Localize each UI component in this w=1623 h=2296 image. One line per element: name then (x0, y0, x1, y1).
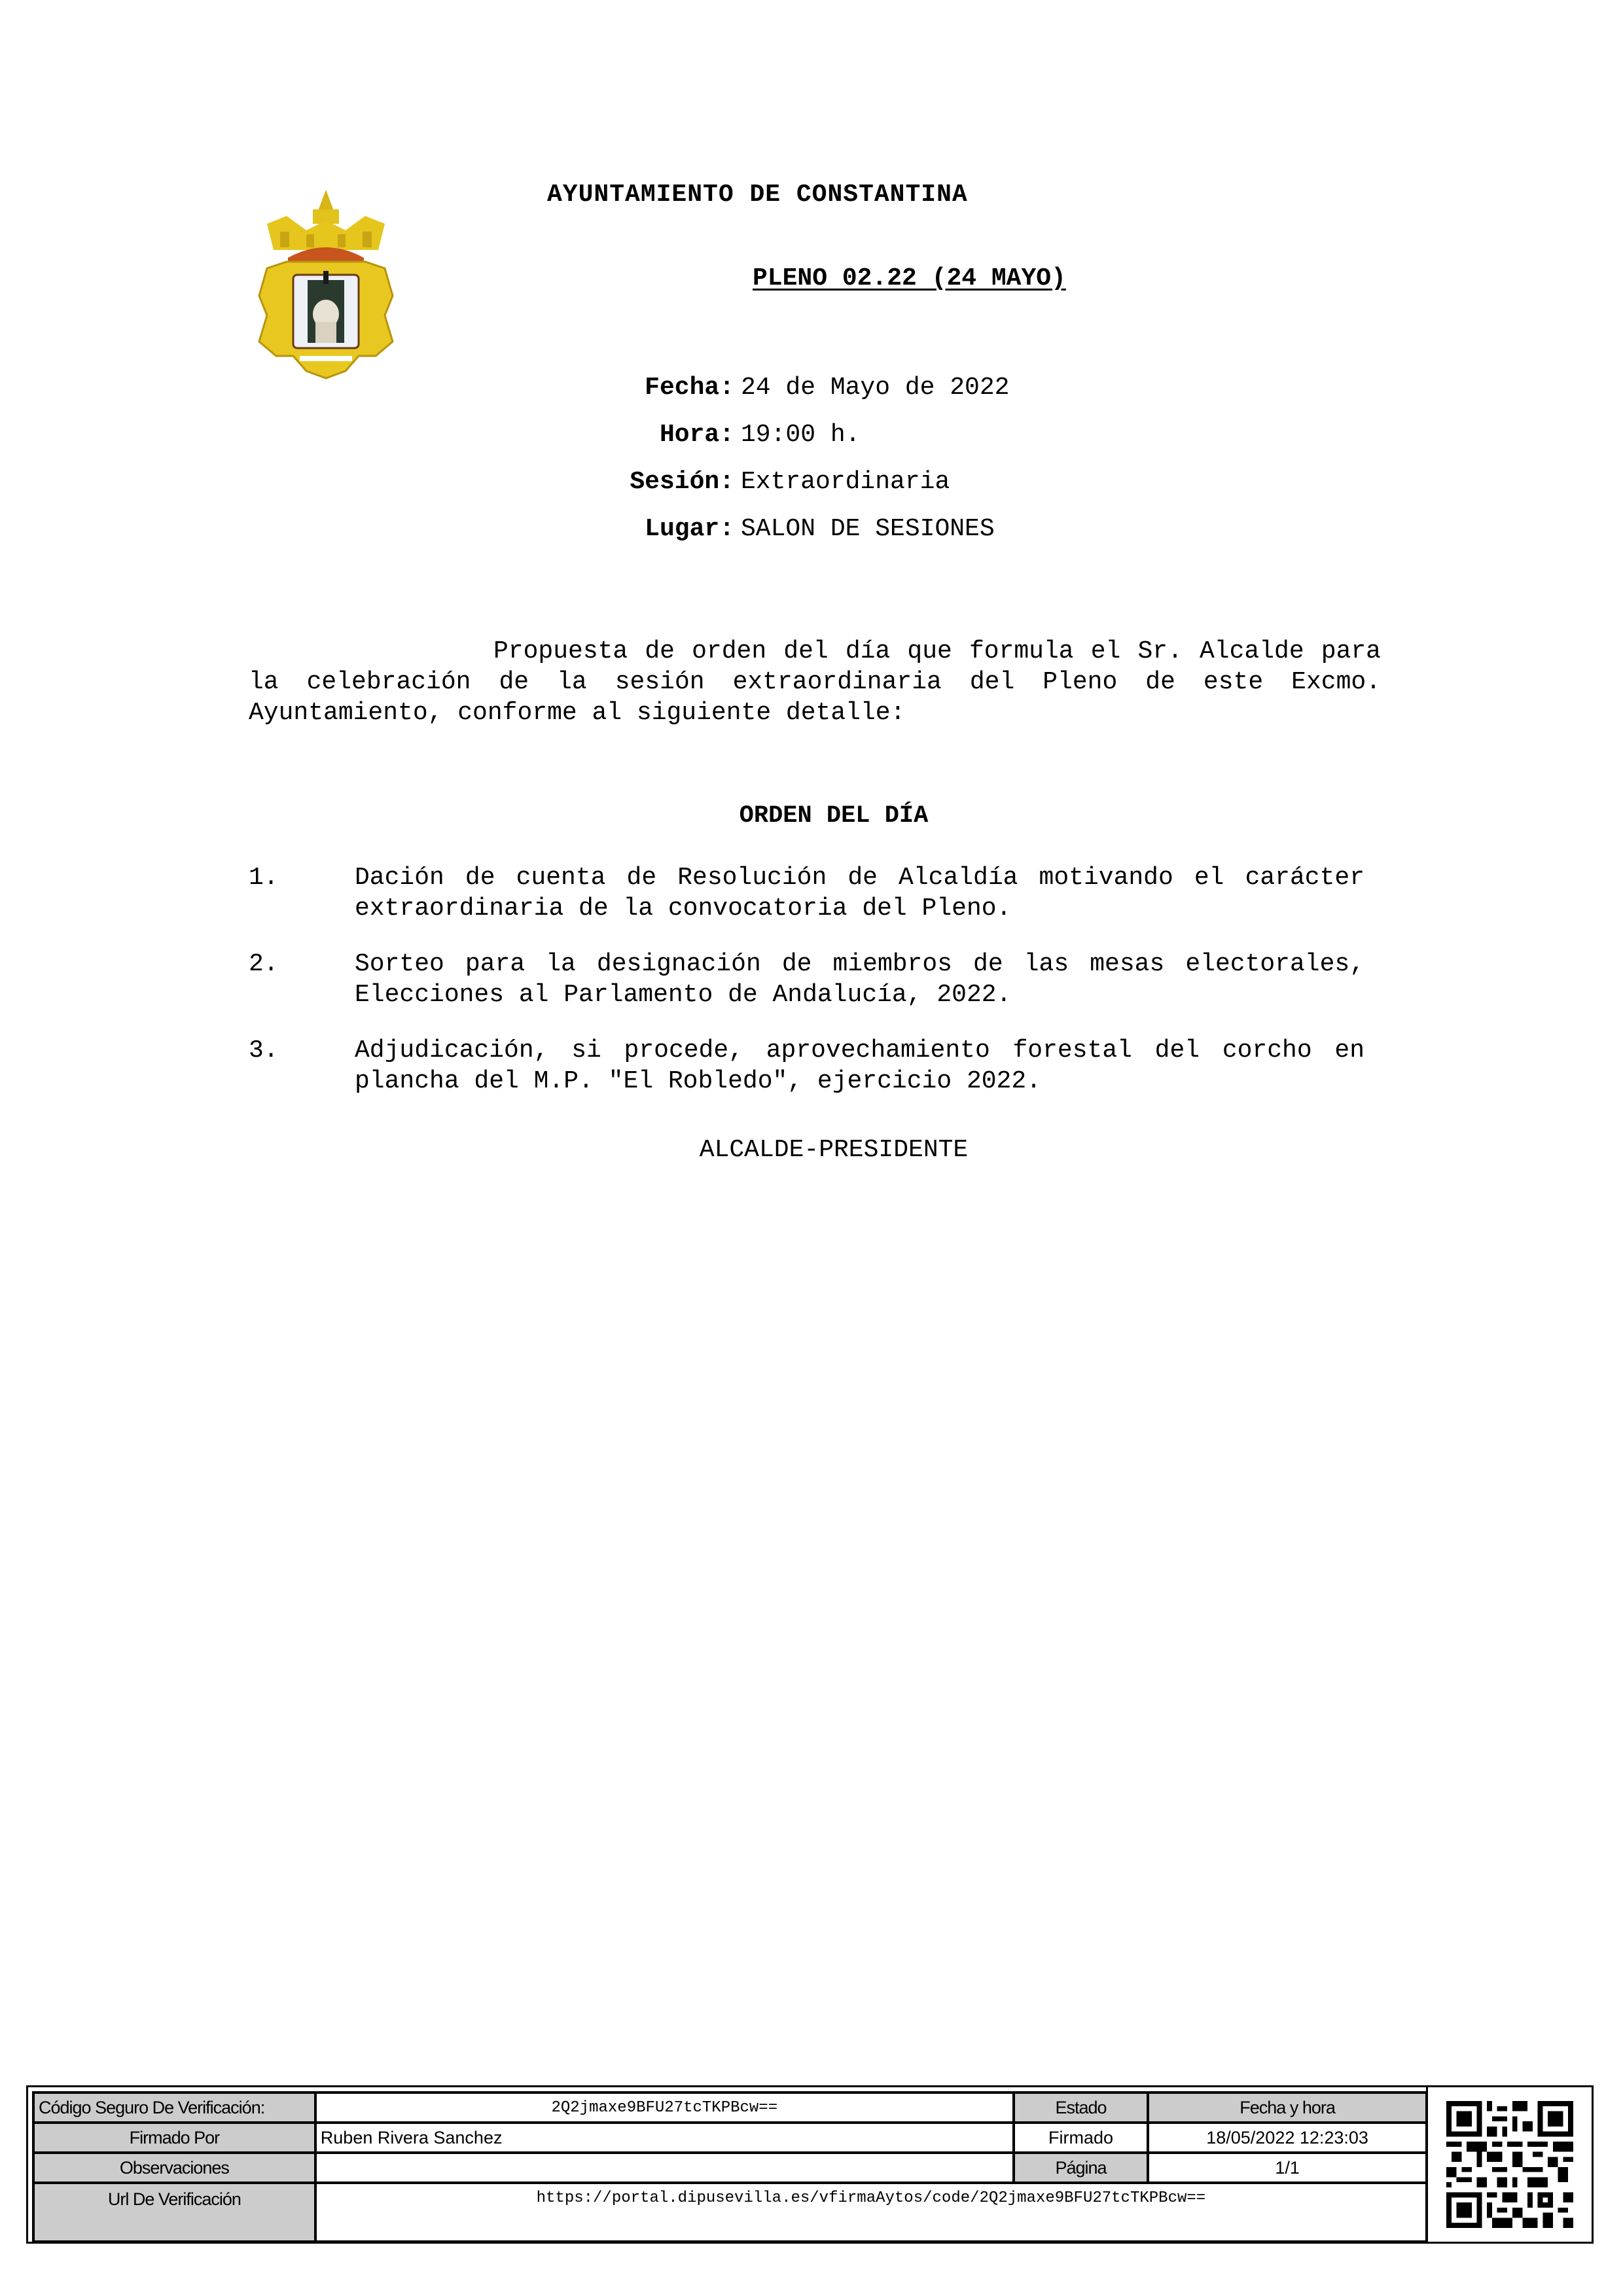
verification-table (32, 2091, 1428, 2243)
meta-label: Fecha: (645, 373, 734, 402)
verification-box (26, 2085, 1594, 2244)
meta-value: SALON DE SESIONES (741, 514, 995, 543)
table-row (33, 2093, 1427, 2123)
table-row (33, 2153, 1427, 2183)
meta-label: Lugar: (645, 514, 734, 543)
meta-row-sesion (576, 458, 1009, 505)
meta-row-lugar (576, 505, 1009, 552)
signature-line: ALCALDE-PRESIDENTE (699, 1136, 969, 1164)
session-details (576, 364, 1009, 552)
item-text: Sorteo para la designación de miembros de las mesas electorales, Elecciones al Parlamento de Andalucía, 2022. (355, 950, 1364, 1009)
item-text: Adjudicación, si procede, aprovechamiento forestal del corcho en plancha del M.P. "El Robledo", ejercicio 2022. (355, 1036, 1364, 1095)
organization-title: AYUNTAMIENTO DE CONSTANTINA (547, 181, 968, 209)
list-item (249, 949, 1364, 1010)
item-text: Dación de cuenta de Resolución de Alcaldía motivando el carácter extraordinaria de la convocatoria del Pleno. (355, 864, 1364, 923)
url-label: Url De Verificación (33, 2183, 315, 2242)
meta-row-fecha (576, 364, 1009, 411)
list-item (249, 862, 1364, 924)
pagina-label: Página (1014, 2153, 1148, 2183)
meta-value: Extraordinaria (741, 467, 950, 496)
meta-value: 24 de Mayo de 2022 (741, 373, 1010, 402)
csv-label: Código Seguro De Verificación: (33, 2093, 315, 2123)
intro-text: Propuesta de orden del día que formula el Sr. Alcalde para la celebración de la sesión extraordinaria del Pleno de este Excmo. Ayuntamiento, conforme al siguiente detalle: (249, 637, 1381, 727)
table-row (33, 2183, 1427, 2242)
qr-code-icon (1426, 2087, 1592, 2242)
coat-of-arms-icon (247, 185, 404, 381)
session-title: PLENO 02.22 (24 MAYO) (753, 264, 1066, 292)
meta-value: 19:00 h. (741, 420, 861, 449)
agenda-title: ORDEN DEL DÍA (739, 802, 929, 830)
item-number: 2. (249, 950, 279, 978)
list-item (249, 1035, 1364, 1097)
fecha-hora-value: 18/05/2022 12:23:03 (1148, 2123, 1427, 2153)
estado-value: Firmado (1014, 2123, 1148, 2153)
item-number: 1. (249, 864, 279, 892)
table-row (33, 2123, 1427, 2153)
firmado-por-value: Ruben Rivera Sanchez (315, 2123, 1014, 2153)
pagina-value: 1/1 (1148, 2153, 1427, 2183)
observaciones-label: Observaciones (33, 2153, 315, 2183)
csv-value: 2Q2jmaxe9BFU27tcTKPBcw== (315, 2093, 1014, 2123)
item-number: 3. (249, 1036, 279, 1065)
agenda-list (249, 862, 1364, 1122)
meta-label: Sesión: (630, 467, 734, 496)
estado-label: Estado (1014, 2093, 1148, 2123)
meta-label: Hora: (659, 420, 734, 449)
observaciones-value (315, 2153, 1014, 2183)
fecha-hora-label: Fecha y hora (1148, 2093, 1427, 2123)
meta-row-hora (576, 411, 1009, 458)
url-value[interactable]: https://portal.dipusevilla.es/vfirmaAytos/code/2Q2jmaxe9BFU27tcTKPBcw== (315, 2183, 1427, 2242)
firmado-por-label: Firmado Por (33, 2123, 315, 2153)
intro-paragraph (249, 636, 1381, 728)
